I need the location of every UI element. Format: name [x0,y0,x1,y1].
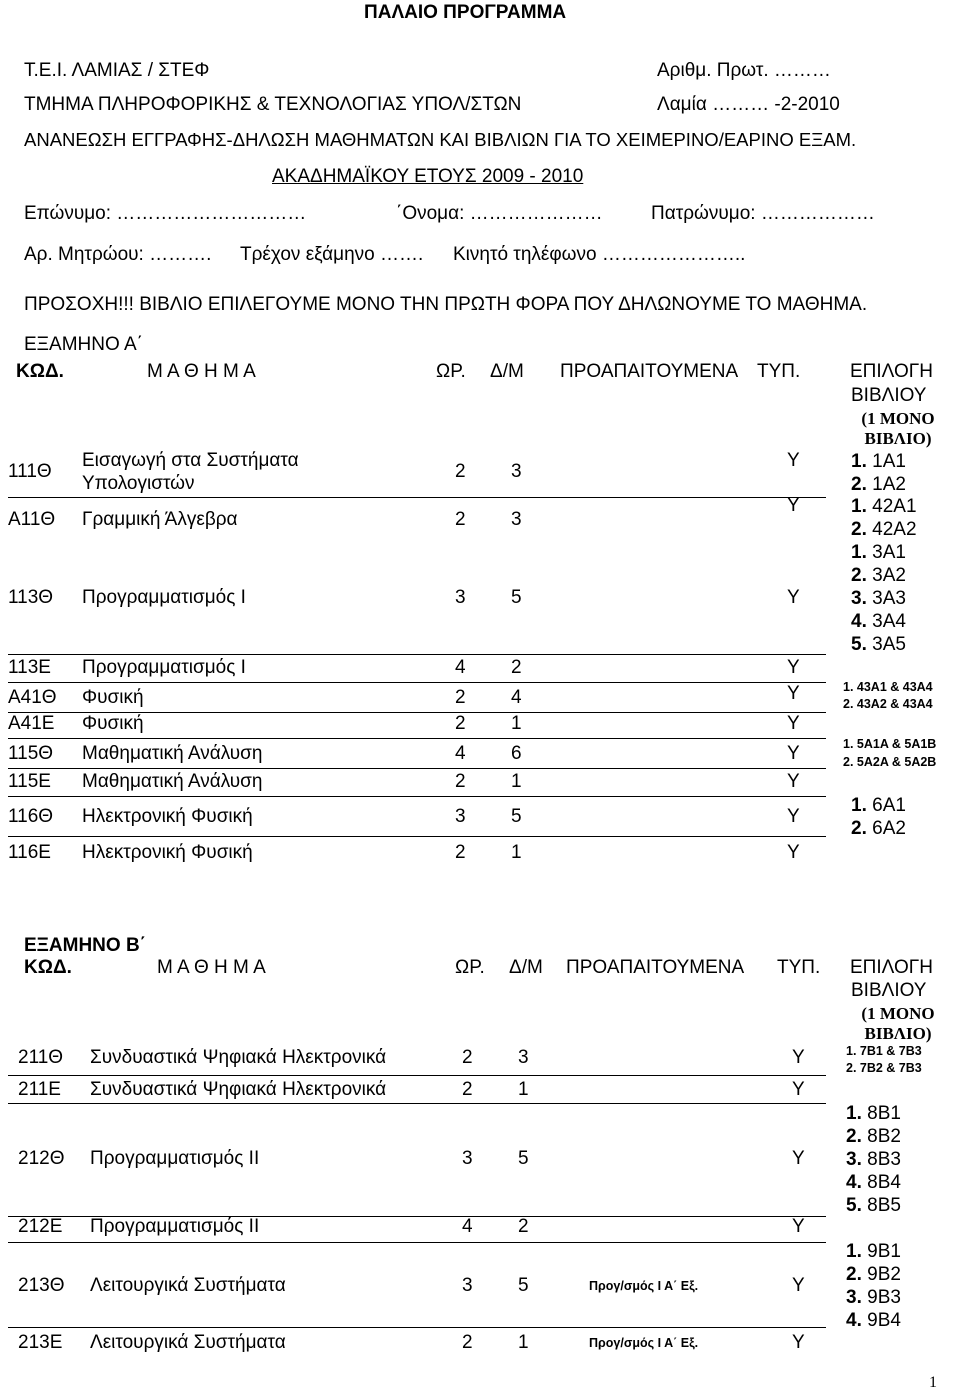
prerequisite: Προγ/σμός Ι Α΄ Εξ. [589,1279,699,1293]
col-book: ΕΠΙΛΟΓΗ [850,361,933,382]
col-book-note: (1 ΜΟΝΟ [861,409,935,428]
dm: 1 [518,1332,529,1353]
book-option: 6A1 [872,795,906,816]
course-title-line2: Υπολογιστών [82,473,195,494]
type: Υ [787,450,800,471]
father-name-field: Πατρώνυμο: ……………… [651,203,875,224]
book-option: 9B1 [867,1241,901,1262]
current-semester-field: Τρέχον εξάμηνο ……. [240,244,424,265]
col-book: ΕΠΙΛΟΓΗ [850,957,933,978]
type: Υ [787,657,800,678]
course-title: Λειτουργικά Συστήματα [90,1275,286,1296]
name-field: ΄Ονομα: ………………… [396,203,603,224]
date: Λαμία ……… -2-2010 [657,94,840,115]
dm: 2 [518,1216,529,1237]
dm: 5 [518,1275,529,1296]
hours: 2 [455,687,466,708]
col-type: ΤΥΠ. [757,361,801,382]
book-option: 8B5 [867,1195,901,1216]
course-title: Προγραμματισμός Ι [82,657,246,678]
course-code: 116Ε [8,842,51,863]
course-code: 113Θ [8,587,54,608]
col-dm: Δ/Μ [509,957,543,978]
department: ΤΜΗΜΑ ΠΛΗΡΟΦΟΡΙΚΗΣ & ΤΕΧΝΟΛΟΓΙΑΣ ΥΠΟΛ/ΣΤΩΝ [24,94,522,115]
hours: 3 [462,1275,473,1296]
dm: 1 [511,842,522,863]
dm: 5 [511,806,522,827]
col-hours: ΩΡ. [455,957,485,978]
renewal-heading: ΑΝΑΝΕΩΣΗ ΕΓΓΡΑΦΗΣ-ΔΗΛΩΣΗ ΜΑΘΗΜΑΤΩΝ ΚΑΙ ΒΙΒΛΙΩΝ ΓΙΑ ΤΟ ΧΕΙΜΕΡΙΝΟ/ΕΑΡΙΝΟ ΕΞΑΜ. [24,129,857,150]
book-option: 1. 5A1A & 5A1B [843,737,937,751]
hours: 3 [455,806,466,827]
course-code: 211Θ [18,1047,64,1068]
book-option: 42A1 [872,496,917,517]
course-title: Λειτουργικά Συστήματα [90,1332,286,1353]
type: Υ [792,1275,805,1296]
course-title: Γραμμική Άλγεβρα [82,509,238,530]
course-code: 115Ε [8,771,51,792]
course-code: 111Θ [8,461,52,482]
academic-year: ΑΚΑΔΗΜΑΪΚΟΥ ΕΤΟΥΣ 2009 - 2010 [272,166,584,187]
book-option: 2. 5A2A & 5A2B [843,755,937,769]
course-code: 213Ε [18,1332,63,1353]
course-title: Ηλεκτρονική Φυσική [82,842,253,863]
book-option: 1. 7B1 & 7B3 [846,1044,922,1058]
book-option: 42A2 [872,519,917,540]
col-book-note-2: ΒΙΒΛΙΟ) [864,429,932,448]
hours: 2 [462,1332,473,1353]
dm: 6 [511,743,522,764]
course-title: Προγραμματισμός ΙΙ [90,1216,260,1237]
book-option: 2. 43A2 & 43A4 [843,697,933,711]
dm: 5 [518,1148,529,1169]
hours: 2 [455,842,466,863]
course-title: Φυσική [82,713,144,734]
book-option: 8B1 [867,1103,901,1124]
col-book-note: (1 ΜΟΝΟ [861,1004,935,1023]
book-option: 1A2 [872,474,906,495]
type: Υ [792,1332,805,1353]
col-type: ΤΥΠ. [777,957,821,978]
type: Υ [787,842,800,863]
course-title: Μαθηματική Ανάλυση [82,743,263,764]
prerequisite: Προγ/σμός Ι Α΄ Εξ. [589,1336,699,1350]
dm: 1 [511,771,522,792]
course-code: 213Θ [18,1275,65,1296]
mobile-phone-field: Κινητό τηλέφωνο ………………….. [453,244,746,265]
hours: 3 [462,1148,473,1169]
dm: 3 [518,1047,529,1068]
dm: 3 [511,509,522,530]
protocol-number: Αριθμ. Πρωτ. ……… [657,60,831,81]
dm: 2 [511,657,522,678]
course-code: Α11Θ [8,509,56,530]
page-title: ΠΑΛΑΙΟ ΠΡΟΓΡΑΜΜΑ [364,2,567,23]
type: Υ [787,587,800,608]
book-option: 6A2 [872,818,906,839]
dm: 3 [511,461,522,482]
dm: 4 [511,687,522,708]
type: Υ [787,683,800,704]
course-title: Προγραμματισμός ΙΙ [90,1148,260,1169]
book-option: 3A2 [872,565,906,586]
type: Υ [792,1216,805,1237]
semester-b-label: ΕΞΑΜΗΝΟ Β΄ [24,935,146,956]
type: Υ [787,713,800,734]
course-title: Ηλεκτρονική Φυσική [82,806,253,827]
book-option: 1A1 [872,451,906,472]
col-book-note-2: ΒΙΒΛΙΟ) [864,1024,932,1043]
course-code: 116Θ [8,806,54,827]
dm: 1 [511,713,522,734]
type: Υ [792,1047,805,1068]
hours: 2 [455,461,466,482]
book-option: 9B2 [867,1264,901,1285]
course-title: Μαθηματική Ανάλυση [82,771,263,792]
type: Υ [792,1079,805,1100]
book-option: 3A3 [872,588,906,609]
col-course: Μ Α Θ Η Μ Α [157,957,266,978]
course-code: 212Ε [18,1216,63,1237]
type: Υ [787,806,800,827]
surname-field: Επώνυμο: ………………………… [24,203,307,224]
book-option: 3A1 [872,542,906,563]
course-code: 212Θ [18,1148,65,1169]
book-option: 8B3 [867,1149,901,1170]
hours: 2 [462,1079,473,1100]
col-dm: Δ/Μ [490,361,524,382]
dm: 5 [511,587,522,608]
course-title: Εισαγωγή στα Συστήματα [82,450,299,471]
page-number: 1 [929,1374,937,1391]
hours: 4 [462,1216,473,1237]
book-option: 3A5 [872,634,906,655]
institution: Τ.Ε.Ι. ΛΑΜΙΑΣ / ΣΤΕΦ [24,60,210,81]
col-book-2: ΒΙΒΛΙΟΥ [851,980,927,1001]
book-option: 2. 7B2 & 7B3 [846,1061,922,1075]
type: Υ [787,495,800,516]
hours: 2 [455,713,466,734]
course-code: 115Θ [8,743,54,764]
course-code: 113Ε [8,657,51,678]
hours: 3 [455,587,466,608]
col-course: Μ Α Θ Η Μ Α [147,361,256,382]
registration-number-field: Αρ. Μητρώου: ………. [24,244,212,265]
semester-a-label: ΕΞΑΜΗΝΟ Α΄ [24,334,143,355]
book-option: 8B4 [867,1172,901,1193]
course-title: Προγραμματισμός Ι [82,587,246,608]
book-option: 9B4 [867,1310,901,1331]
book-option: 3A4 [872,611,906,632]
col-prereq: ΠΡΟΑΠΑΙΤΟΥΜΕΝΑ [560,361,739,382]
col-book-2: ΒΙΒΛΙΟΥ [851,385,927,406]
col-code: ΚΩΔ. [24,957,72,978]
type: Υ [792,1148,805,1169]
book-option: 8B2 [867,1126,901,1147]
course-title: Συνδυαστικά Ψηφιακά Ηλεκτρονικά [90,1079,387,1100]
col-prereq: ΠΡΟΑΠΑΙΤΟΥΜΕΝΑ [566,957,745,978]
type: Υ [787,771,800,792]
course-title: Συνδυαστικά Ψηφιακά Ηλεκτρονικά [90,1047,387,1068]
dm: 1 [518,1079,529,1100]
hours: 2 [462,1047,473,1068]
course-title: Φυσική [82,687,144,708]
hours: 2 [455,509,466,530]
hours: 2 [455,771,466,792]
course-code: 211Ε [18,1079,61,1100]
type: Υ [787,743,800,764]
hours: 4 [455,743,466,764]
book-option: 9B3 [867,1287,901,1308]
col-code: ΚΩΔ. [16,361,64,382]
notice: ΠΡΟΣΟΧΗ!!! ΒΙΒΛΙΟ ΕΠΙΛΕΓΟΥΜΕ ΜΟΝΟ ΤΗΝ ΠΡΩΤΗ ΦΟΡΑ ΠΟΥ ΔΗΛΩΝΟΥΜΕ ΤΟ ΜΑΘΗΜΑ. [24,294,868,315]
course-code: Α41Θ [8,687,57,708]
course-code: Α41Ε [8,713,55,734]
col-hours: ΩΡ. [436,361,466,382]
book-option: 1. 43A1 & 43A4 [843,680,933,694]
hours: 4 [455,657,466,678]
